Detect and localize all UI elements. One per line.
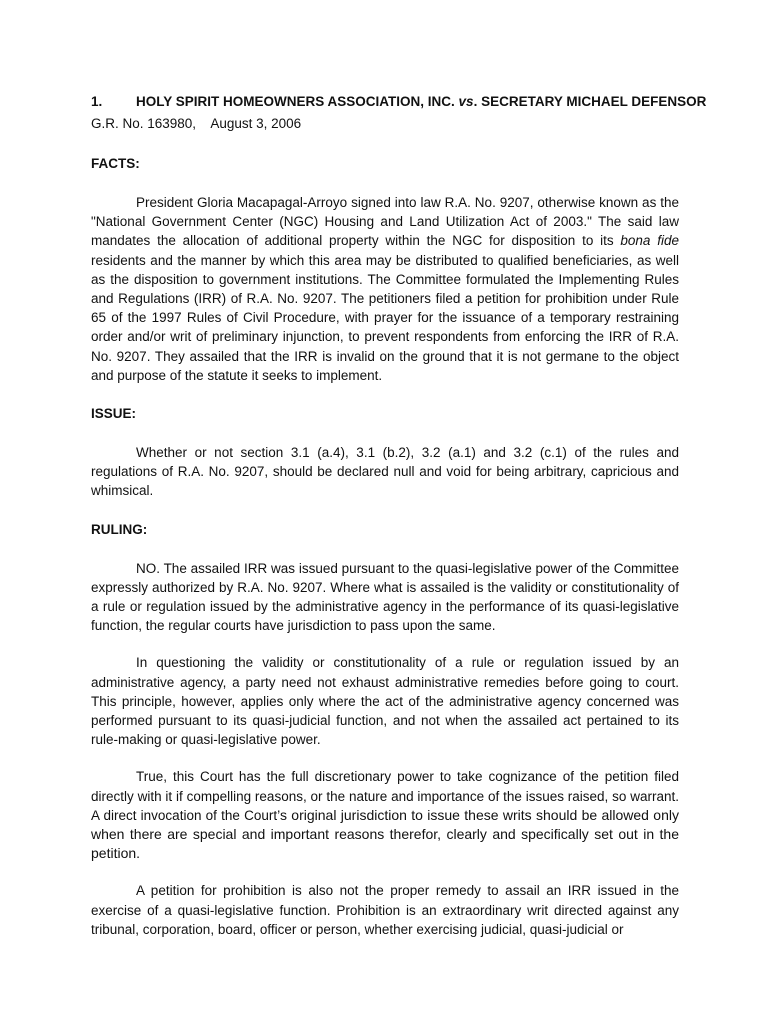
ruling-paragraph-4: A petition for prohibition is also not the proper remedy to assail an IRR issued in the exercise of a quasi-legislative function. Prohibition is an extraordinary writ directed against any tribunal, corporation, board, officer or person, whether exercising judicial, quasi-judicial or (91, 883, 679, 937)
ruling-heading: RULING: (91, 521, 148, 537)
case-number: 1. (91, 94, 103, 109)
case-gr-number: G.R. No. 163980, August 3, 2006 (91, 116, 302, 131)
case-title-petitioner: HOLY SPIRIT HOMEOWNERS ASSOCIATION, INC. (136, 94, 455, 109)
facts-paragraph (91, 193, 679, 385)
facts-heading: FACTS: (91, 156, 140, 171)
issue-heading: ISSUE: (91, 406, 137, 422)
issue-paragraph: Whether or not section 3.1 (a.4), 3.1 (b.2), 3.2 (a.1) and 3.2 (c.1) of the rules and regulations of R.A. No. 9207, should be declared null and void for being arbitrary, capricious and whimsical. (91, 445, 679, 499)
ruling-p3-text-part2: ’s original jurisdiction to issue these writs should be allowed only when there are special and important reasons therefor, clearly and specifically set out in the petition. (91, 806, 679, 862)
facts-text-part1: President Gloria Macapagal-Arroyo signed into law R.A. No. 9207, otherwise known as the "National Government Center (NGC) Housing and Land Utilization Act of 2003." The said law mandates the allocation of additional property within the NGC for disposition to its (91, 195, 679, 249)
facts-text-part2: residents and the manner by which this area may be distributed to qualified beneficiaries, as well as the disposition to government institutions. The Committee formulated the Implementing Rules and Regulations (IRR) of R.A. No. 9207. The petitioners filed a petition for prohibition under Rule 65 of the 1997 Rules of Civil Procedure, with prayer for the issuance of a temporary restraining order and/or writ of preliminary injunction, to prevent respondents from enforcing the IRR of R.A. No. 9207. They assailed that the IRR is invalid on the ground that it is not germane to the object and purpose of the statute it seeks to implement. (91, 252, 679, 383)
facts-italic-term: bona fide (620, 233, 679, 249)
document-page (91, 91, 707, 957)
case-title (91, 91, 707, 113)
ruling-paragraph-2: In questioning the validity or constitutionality of a rule or regulation issued by an administrative agency, a party need not exhaust administrative remedies before going to court. This principle, however, applies only where the act of the administrative agency concerned was performed pursuant to its quasi-judicial function, and not when the assailed act pertained to its rule-making or quasi-legislative power. (91, 655, 679, 748)
ruling-paragraph-1: NO. The assailed IRR was issued pursuant to the quasi-legislative power of the Committee expressly authorized by R.A. No. 9207. Where what is assailed is the validity or constitutionality of a rule or regulation issued by the administrative agency in the performance of its quasi-legislative function, the regular courts have jurisdiction to pass upon the same. (91, 560, 679, 634)
case-title-vs: vs (458, 94, 474, 109)
ruling-paragraph-3 (91, 767, 679, 863)
ruling-p3-text-part1: True, this Court has the full discretionary power to take cognizance of the petition filed directly with it if compelling reasons, or the nature and importance of the issues raised, so warrant. A direct invocation of the Court (91, 769, 679, 823)
case-title-respondent: . SECRETARY MICHAEL DEFENSOR (473, 94, 707, 109)
